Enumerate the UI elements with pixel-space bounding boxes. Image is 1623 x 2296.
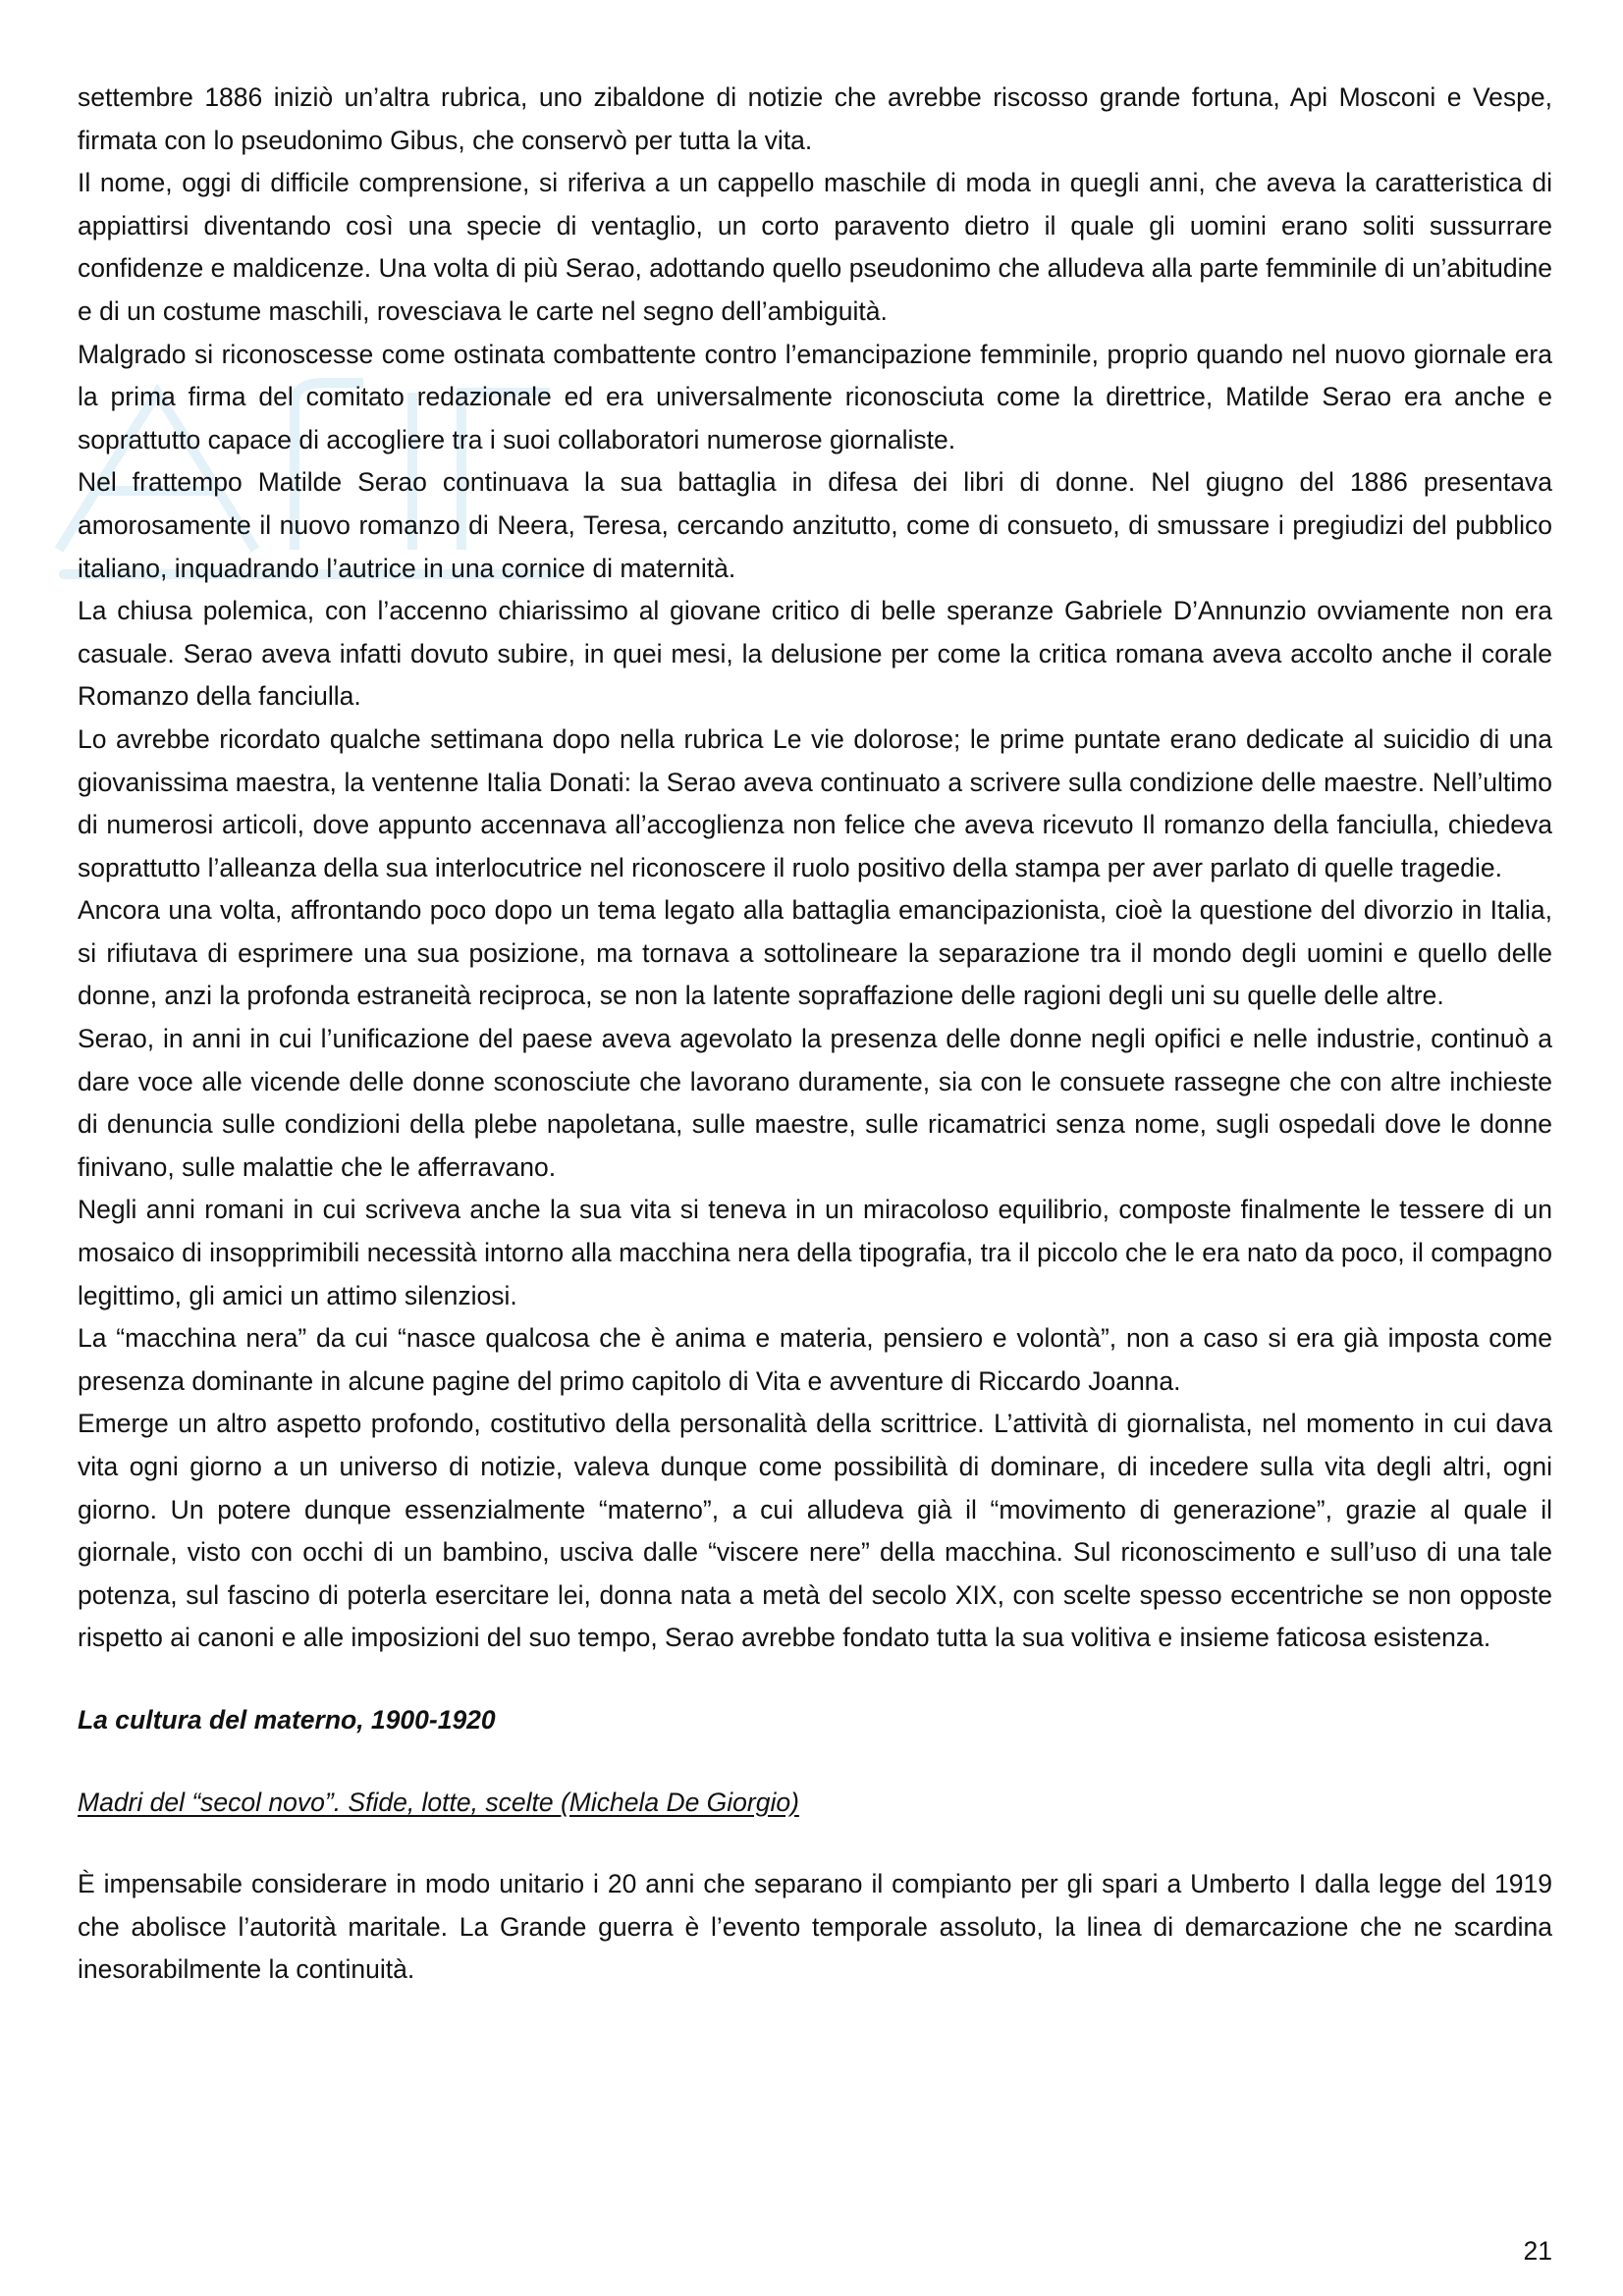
paragraph: La “macchina nera” da cui “nasce qualcosa che è anima e materia, pensiero e volontà”, non a caso si era già imposta come presenza dominante in alcune pagine del primo capitolo di Vita e avventure di Riccardo Joanna.: [78, 1323, 1552, 1396]
paragraph: Serao, in anni in cui l’unificazione del paese aveva agevolato la presenza delle donne negli opifici e nelle industrie, continuò a dare voce alle vicende delle donne sconosciute che lavorano duramente, sia con le consuete rassegne che con altre inchieste di denuncia sulle condizioni della plebe napoletana, sulle maestre, sulle ricamatrici senza nome, sugli ospedali dove le donne finivano, sulle malattie che le afferravano.: [78, 1024, 1552, 1182]
paragraph: settembre 1886 iniziò un’altra rubrica, uno zibaldone di notizie che avrebbe riscosso grande fortuna, Api Mosconi e Vespe, firmata con lo pseudonimo Gibus, che conservò per tutta la vita.: [78, 82, 1552, 155]
section-heading: La cultura del materno, 1900-1920: [78, 1704, 496, 1735]
paragraph: Nel frattempo Matilde Serao continuava la sua battaglia in difesa dei libri di donne. Nel giugno del 1886 presentava amorosamente il nuovo romanzo di Neera, Teresa, cercando anzitutto, come di consueto, di smussare i pregiudizi del pubblico italiano, inquadrando l’autrice in una cornice di maternità.: [78, 467, 1552, 583]
paragraph: Malgrado si riconoscesse come ostinata combattente contro l’emancipazione femminile, proprio quando nel nuovo giornale era la prima firma del comitato redazionale ed era universalmente riconosciuta come la direttrice, Matilde Serao era anche e soprattutto capace di accogliere tra i suoi collaboratori numerose giornaliste.: [78, 339, 1552, 454]
paragraph: Emerge un altro aspetto profondo, costitutivo della personalità della scrittrice. L’attività di giornalista, nel momento in cui dava vita ogni giorno a un universo di notizie, valeva dunque come possibilità di dominare, di incedere sulla vita degli altri, ogni giorno. Un potere dunque essenzialmente “materno”, a cui alludeva già il “movimento di generazione”, grazie al quale il giornale, visto con occhi di un bambino, usciva dalle “viscere nere” della macchina. Sul riconoscimento e sull’uso di una tale potenza, sul fascino di poterla esercitare lei, donna nata a metà del secolo XIX, con scelte spesso eccentriche se non opposte rispetto ai canoni e alle imposizioni del suo tempo, Serao avrebbe fondato tutta la sua volitiva e insieme faticosa esistenza.: [78, 1409, 1552, 1653]
paragraph: La chiusa polemica, con l’accenno chiarissimo al giovane critico di belle speranze Gabriele D’Annunzio ovviamente non era casuale. Serao aveva infatti dovuto subire, in quei mesi, la delusione per come la critica romana aveva accolto anche il corale Romanzo della fanciulla.: [78, 596, 1552, 712]
paragraph: Lo avrebbe ricordato qualche settimana dopo nella rubrica Le vie dolorose; le prime puntate erano dedicate al suicidio di una giovanissima maestra, la ventenne Italia Donati: la Serao aveva continuato a scrivere sulla condizione delle maestre. Nell’ultimo di numerosi articoli, dove appunto accennava all’accoglienza non felice che aveva ricevuto Il romanzo della fanciulla, chiedeva soprattutto l’alleanza della sua interlocutrice nel riconoscere il ruolo positivo della stampa per aver parlato di quelle tragedie.: [78, 723, 1552, 882]
paragraph: Negli anni romani in cui scriveva anche la sua vita si teneva in un miracoloso equilibrio, composte finalmente le tessere di un mosaico di insopprimibili necessità intorno alla macchina nera della tipografia, tra il piccolo che le era nato da poco, il compagno legittimo, gli amici un attimo silenziosi.: [78, 1195, 1552, 1310]
paragraph: Il nome, oggi di difficile comprensione, si riferiva a un cappello maschile di moda in quegli anni, che aveva la caratteristica di appiattirsi diventando così una specie di ventaglio, un corto paravento dietro il quale gli uomini erano soliti sussurrare confidenze e maldicenze. Una volta di più Serao, adottando quello pseudonimo che alludeva alla parte femminile di un’abitudine e di un costume maschili, rovesciava le carte nel segno dell’ambiguità.: [78, 168, 1552, 326]
paragraph: Ancora una volta, affrontando poco dopo un tema legato alla battaglia emancipazionista, cioè la questione del divorzio in Italia, si rifiutava di esprimere una sua posizione, ma tornava a sottolineare la separazione tra il mondo degli uomini e quello delle donne, anzi la profonda estraneità reciproca, se non la latente sopraffazione delle ragioni degli uni su quelle delle altre.: [78, 895, 1552, 1011]
page-number: 21: [1523, 2236, 1552, 2266]
final-paragraph: È impensabile considerare in modo unitario i 20 anni che separano il compianto per gli spari a Umberto I dalla legge del 1919 che abolisce l’autorità maritale. La Grande guerra è l’evento temporale assoluto, la linea di demarcazione che ne scardina inesorabilmente la continuità.: [78, 1869, 1552, 1985]
document-body: [78, 77, 1552, 1992]
subsection-heading: Madri del “secol novo”. Sfide, lotte, scelte (Michela De Giorgio): [78, 1787, 799, 1817]
